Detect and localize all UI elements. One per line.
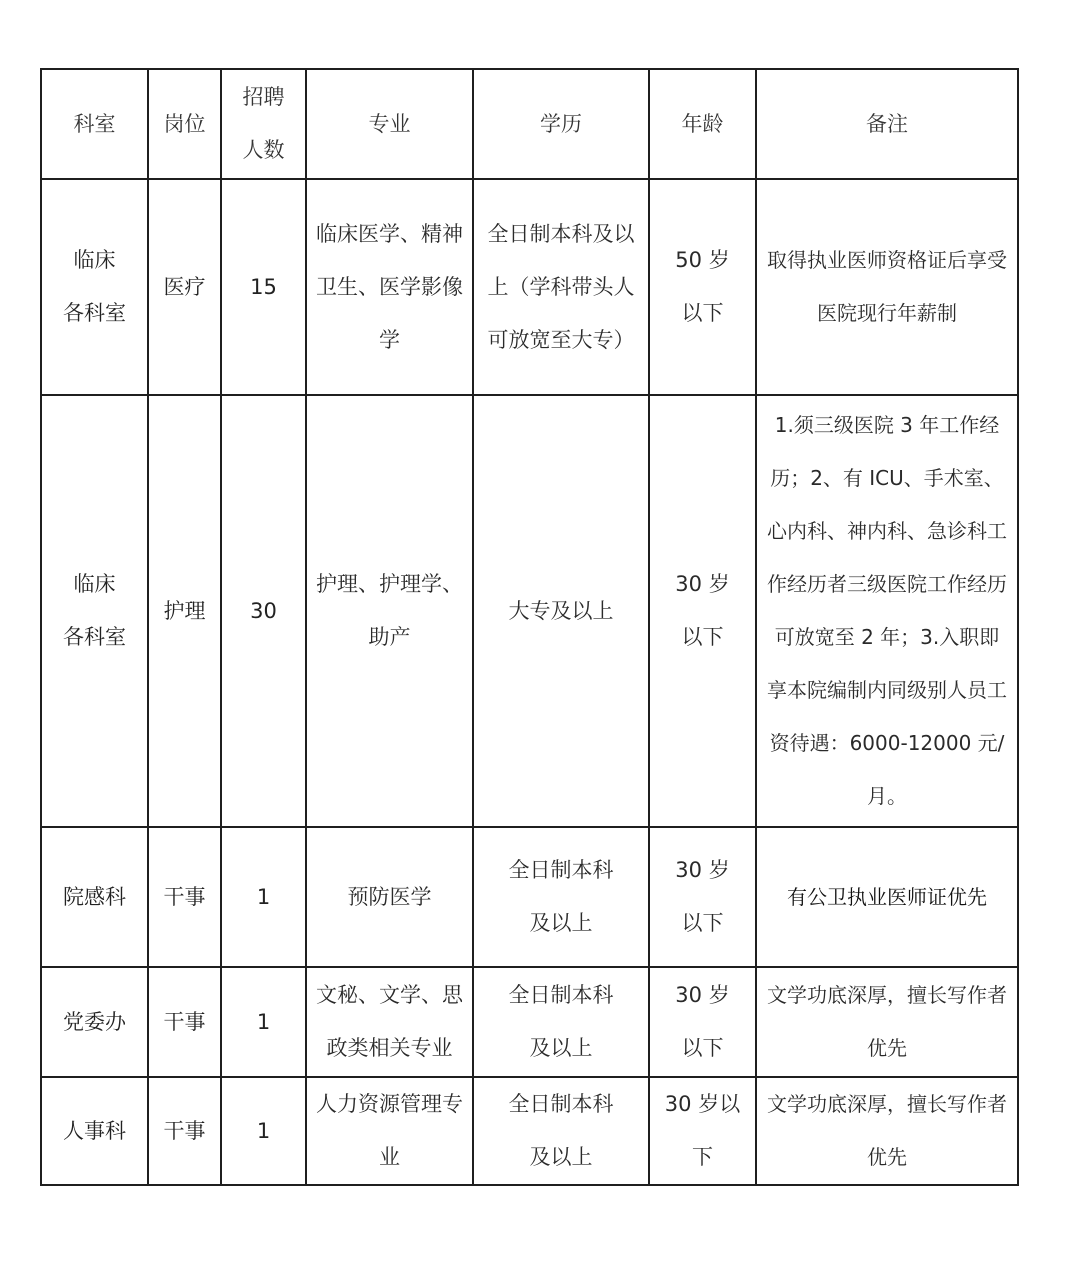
cell-age: 50 岁 以下	[649, 179, 756, 395]
cell-education: 全日制本科 及以上	[473, 827, 649, 967]
cell-count: 1	[221, 967, 306, 1077]
cell-note: 1.须三级医院 3 年工作经历；2、有 ICU、手术室、心内科、神内科、急诊科工作经历者三级医院工作经历可放宽至 2 年；3.入职即享本院编制内同级别人员工资待遇：6000-12000 元/月。	[756, 395, 1018, 827]
cell-count: 30	[221, 395, 306, 827]
cell-count: 1	[221, 1077, 306, 1185]
cell-dept: 党委办	[41, 967, 148, 1077]
cell-education: 大专及以上	[473, 395, 649, 827]
cell-major: 人力资源管理专业	[306, 1077, 473, 1185]
cell-note: 取得执业医师资格证后享受医院现行年薪制	[756, 179, 1018, 395]
cell-note: 有公卫执业医师证优先	[756, 827, 1018, 967]
header-count: 招聘 人数	[221, 69, 306, 179]
cell-age: 30 岁 以下	[649, 827, 756, 967]
cell-position: 干事	[148, 967, 221, 1077]
cell-major: 护理、护理学、助产	[306, 395, 473, 827]
cell-age: 30 岁以下	[649, 1077, 756, 1185]
cell-major: 临床医学、精神卫生、医学影像学	[306, 179, 473, 395]
cell-education: 全日制本科 及以上	[473, 967, 649, 1077]
table-row	[41, 179, 1018, 395]
header-note: 备注	[756, 69, 1018, 179]
cell-note: 文学功底深厚，擅长写作者优先	[756, 967, 1018, 1077]
cell-dept: 院感科	[41, 827, 148, 967]
table-row	[41, 395, 1018, 827]
cell-dept: 临床 各科室	[41, 395, 148, 827]
cell-dept: 临床 各科室	[41, 179, 148, 395]
header-dept: 科室	[41, 69, 148, 179]
cell-count: 15	[221, 179, 306, 395]
header-major: 专业	[306, 69, 473, 179]
header-education: 学历	[473, 69, 649, 179]
cell-dept: 人事科	[41, 1077, 148, 1185]
cell-education: 全日制本科 及以上	[473, 1077, 649, 1185]
header-position: 岗位	[148, 69, 221, 179]
table-header-row	[41, 69, 1018, 179]
cell-position: 医疗	[148, 179, 221, 395]
cell-major: 文秘、文学、思政类相关专业	[306, 967, 473, 1077]
cell-position: 干事	[148, 827, 221, 967]
cell-major: 预防医学	[306, 827, 473, 967]
cell-note: 文学功底深厚，擅长写作者优先	[756, 1077, 1018, 1185]
header-age: 年龄	[649, 69, 756, 179]
cell-position: 护理	[148, 395, 221, 827]
cell-count: 1	[221, 827, 306, 967]
cell-position: 干事	[148, 1077, 221, 1185]
table-row	[41, 827, 1018, 967]
table-row	[41, 1077, 1018, 1185]
cell-age: 30 岁 以下	[649, 967, 756, 1077]
cell-age: 30 岁 以下	[649, 395, 756, 827]
table-row	[41, 967, 1018, 1077]
recruitment-table	[40, 68, 1019, 1186]
cell-education: 全日制本科及以上（学科带头人可放宽至大专）	[473, 179, 649, 395]
